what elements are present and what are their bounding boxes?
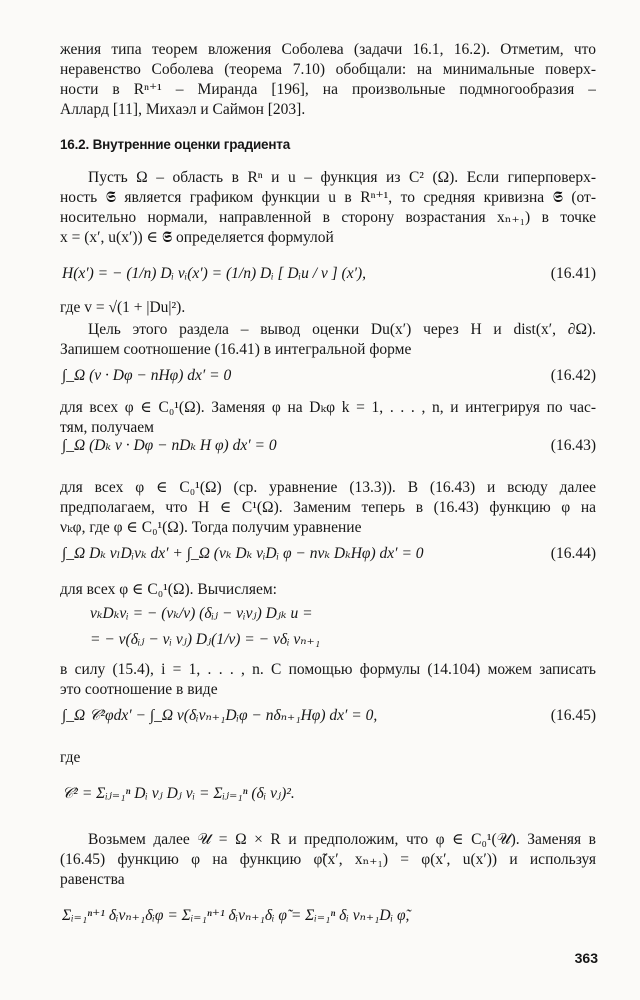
equation-16-44: ∫_Ω Dₖ νₗDᵢνₖ dx′ + ∫_Ω (νₖ Dₖ νᵢDᵢ φ − nνₖ DₖHφ) dx′ = 0 (62, 545, 424, 562)
text-line: для всех φ ∈ C₀¹(Ω). Вычисляем: (60, 581, 277, 598)
text-line: в силу (15.4), i = 1, . . . , n. С помощью формулы (14.104) можем записать (60, 661, 596, 678)
text-line: жения типа теорем вложения Соболева (задачи 16.1, 16.2). Отметим, что (60, 41, 596, 58)
text-line: Запишем соотношение (16.41) в интегральной форме (60, 341, 412, 358)
text-line: (16.45) функцию φ на функцию φ̃(x′, xₙ₊₁) = φ(x′, u(x′)) и используя (60, 851, 596, 868)
equation-16-41: H(x′) = − (1/n) Dᵢ νᵢ(x′) = (1/n) Dᵢ [ Dᵢu / v ] (x′), (62, 265, 367, 282)
page-number: 363 (574, 950, 598, 966)
equation-number: (16.45) (550, 707, 596, 724)
text-line: Цель этого раздела – вывод оценки Du(x′) через H и dist(x′, ∂Ω). (88, 321, 596, 338)
text-line: где (60, 749, 81, 766)
equation-number: (16.42) (550, 367, 596, 384)
equation-number: (16.43) (550, 437, 596, 454)
text-line: равенства (60, 871, 125, 888)
text-line: x = (x′, u(x′)) ∈ 𝕾 определяется формулой (60, 229, 334, 246)
text-line: νₖφ, где φ ∈ C₀¹(Ω). Тогда получим уравнение (60, 519, 362, 536)
text-line: носительно нормали, направленной в сторону возрастания xₙ₊₁) в точке (60, 209, 596, 226)
section-heading: 16.2. Внутренние оценки градиента (60, 137, 291, 152)
equation-16-42: ∫_Ω (ν · Dφ − nHφ) dx′ = 0 (62, 367, 232, 384)
equation-number: (16.41) (550, 265, 596, 282)
equation-sums: Σᵢ₌₁ⁿ⁺¹ δᵢνₙ₊₁δᵢφ = Σᵢ₌₁ⁿ⁺¹ δᵢνₙ₊₁δᵢ φ̃ = Σᵢ₌₁ⁿ δᵢ νₙ₊₁Dᵢ φ̃, (62, 907, 410, 924)
text-line: ности в Rⁿ⁺¹ – Миранда [196], на произвольные подмногообразия – (60, 81, 596, 98)
equation-16-43: ∫_Ω (Dₖ v · Dφ − nDₖ H φ) dx′ = 0 (62, 437, 277, 454)
calculation-line: = − v(δᵢⱼ − νᵢ νⱼ) Dⱼ(1/v) = − vδᵢ νₙ₊₁ (90, 631, 321, 648)
text-line: Пусть Ω – область в Rⁿ и u – функция из C² (Ω). Если гиперповерх- (88, 169, 596, 186)
text-line: это соотношение в виде (60, 681, 218, 698)
text-line: тям, получаем (60, 419, 154, 436)
text-line: Возьмем далее 𝒰 = Ω × R и предположим, что φ ∈ C₀¹(𝒰). Заменяя в (88, 831, 596, 848)
equation-16-45: ∫_Ω 𝒞²φdx′ − ∫_Ω v(δᵢνₙ₊₁Dᵢφ − nδₙ₊₁Hφ) dx′ = 0, (62, 707, 378, 724)
text-line: ность 𝕾 является графиком функции u в Rⁿ⁺¹, то средняя кривизна 𝕾 (от- (60, 189, 596, 206)
definition-c2: 𝒞² = Σᵢⱼ₌₁ⁿ Dᵢ νⱼ Dⱼ νᵢ = Σᵢⱼ₌₁ⁿ (δᵢ νⱼ)². (62, 785, 295, 802)
text-line: для всех φ ∈ C₀¹(Ω). Заменяя φ на Dₖφ k = 1, . . . , n, и интегрируя по час- (60, 399, 596, 416)
text-line: где v = √(1 + |Du|²). (60, 299, 186, 316)
text-line: для всех φ ∈ C₀¹(Ω) (ср. уравнение (13.3)). В (16.43) и всюду далее (60, 479, 596, 496)
equation-number: (16.44) (550, 545, 596, 562)
text-line: предполагаем, что H ∈ C¹(Ω). Заменим теперь в (16.43) функцию φ на (60, 499, 596, 516)
calculation-line: νₖDₖνᵢ = − (νₖ/v) (δᵢⱼ − νᵢνⱼ) Dⱼₖ u = (90, 605, 313, 622)
text-line: Аллард [11], Михаэл и Саймон [203]. (60, 101, 306, 118)
text-line: неравенство Соболева (теорема 7.10) обобщали: на минимальные поверх- (60, 61, 596, 78)
